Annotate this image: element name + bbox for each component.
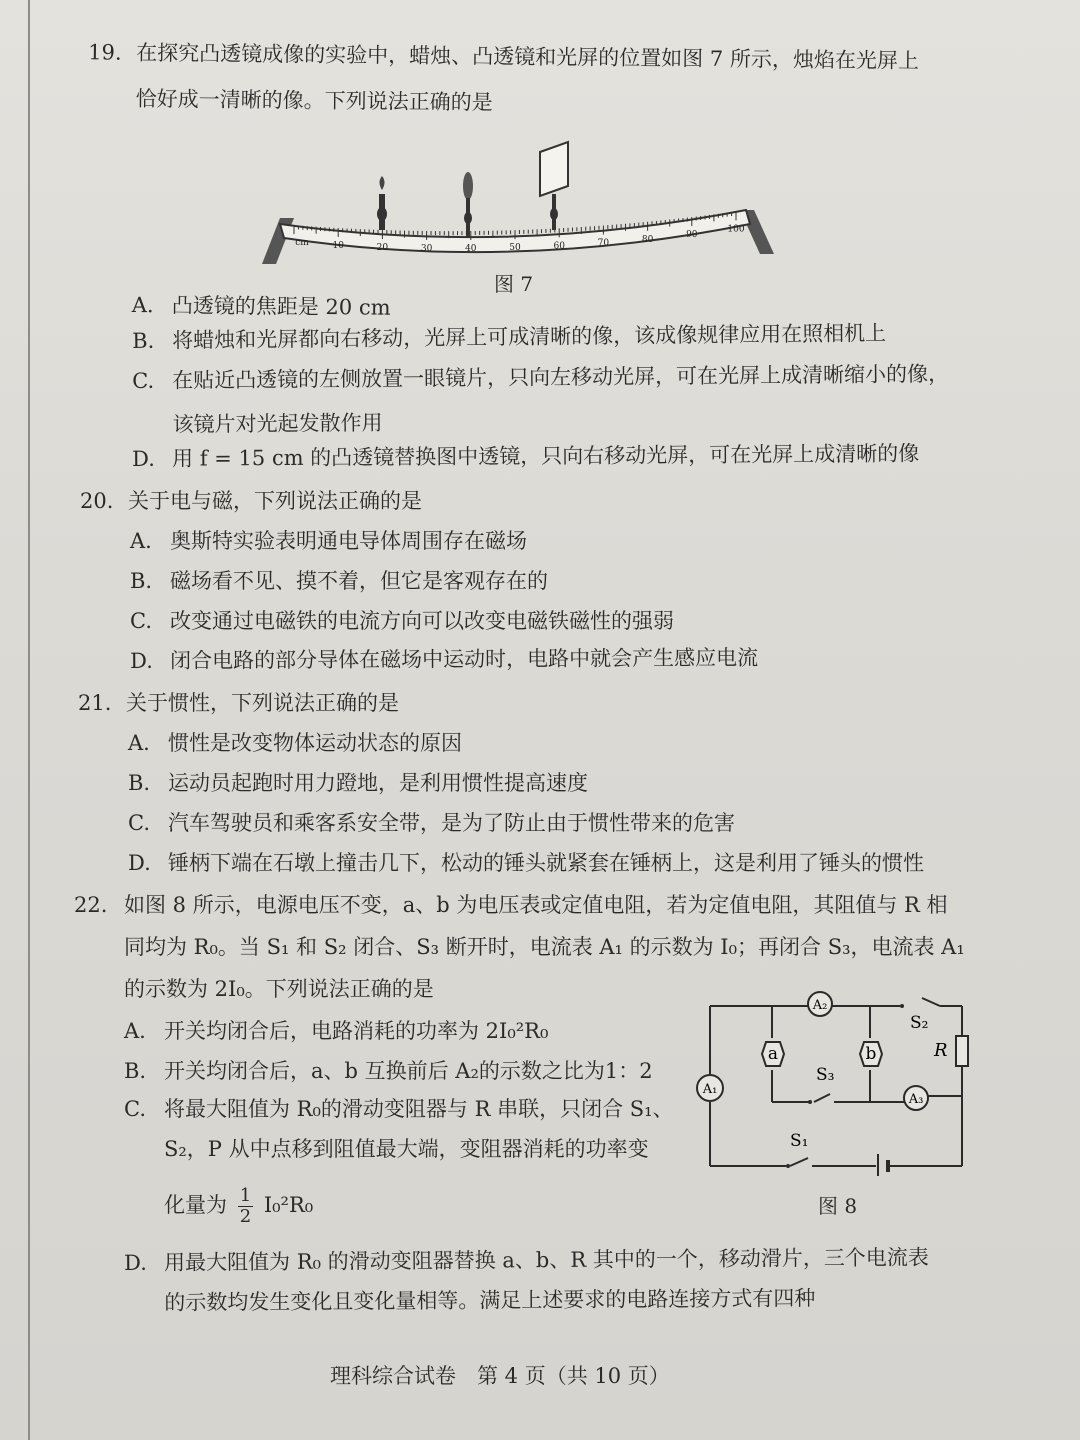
option-text: 锤柄下端在石墩上撞击几下，松动的锤头就紧套在锤柄上，这是利用了锤头的惯性 <box>168 851 924 875</box>
option-letter: B. <box>124 1059 147 1083</box>
option-text: 将最大阻值为 R₀的滑动变阻器与 R 串联，只闭合 S₁、 <box>164 1097 674 1121</box>
option-text: 用最大阻值为 R₀ 的滑动变阻器替换 a、b、R 其中的一个，移动滑片，三个电流表 <box>164 1245 929 1275</box>
option-text-suffix: I₀²R₀ <box>263 1193 314 1217</box>
ruler-tick-label: cm <box>295 238 309 249</box>
question-stem-line2: 同均为 R₀。当 S₁ 和 S₂ 闭合、S₃ 断开时，电流表 A₁ 的示数为 I₀；再闭合 S₃，电流表 A₁ <box>124 935 965 959</box>
option-letter: A. <box>124 1019 146 1043</box>
label-A3: A₃ <box>908 1092 924 1107</box>
option-letter: A. <box>128 731 150 755</box>
ruler-tick-label: 80 <box>641 234 654 245</box>
option-letter: C. <box>124 1097 146 1121</box>
option-text: 奥斯特实验表明通电导体周围存在磁场 <box>170 529 527 553</box>
ruler-tick-label: 40 <box>465 244 477 255</box>
question-stem-line3: 的示数为 2I₀。下列说法正确的是 <box>124 977 434 1001</box>
option-letter: A. <box>131 292 154 318</box>
option-letter: D. <box>130 648 153 673</box>
question-number: 20. <box>80 489 114 513</box>
fraction <box>238 1186 253 1227</box>
option-text: 运动员起跑时用力蹬地，是利用惯性提高速度 <box>168 771 588 795</box>
question-stem: 关于惯性，下列说法正确的是 <box>126 691 399 715</box>
label-S3: S₃ <box>816 1065 835 1085</box>
option-letter: B. <box>130 569 153 593</box>
page-footer: 理科综合试卷 第 4 页（共 10 页） <box>330 1364 670 1388</box>
figure-7-caption: 图 7 <box>494 272 534 296</box>
ruler-tick-label: 50 <box>509 243 521 254</box>
option-text: 凸透镜的焦距是 20 cm <box>171 293 391 320</box>
label-A1: A₁ <box>702 1082 718 1097</box>
ruler-tick-label: 90 <box>686 230 698 241</box>
circuit-diagram <box>690 986 980 1176</box>
ruler-tick-label: 60 <box>553 241 565 252</box>
label-S1: S₁ <box>790 1131 809 1151</box>
question-stem-line1: 如图 8 所示，电源电压不变，a、b 为电压表或定值电阻，若为定值电阻，其阻值与 R 相 <box>124 893 948 917</box>
option-text: 闭合电路的部分导体在磁场中运动时，电路中就会产生感应电流 <box>170 645 759 673</box>
ruler-tick-label: 10 <box>332 241 344 252</box>
ruler-tick-label: 30 <box>420 243 433 254</box>
option-text: 开关均闭合后，电路消耗的功率为 2I₀²R₀ <box>164 1019 549 1043</box>
ruler-tick-label: 20 <box>376 242 389 253</box>
optical-bench-figure <box>250 138 780 278</box>
fraction-numerator: 1 <box>239 1185 252 1206</box>
option-text: 在贴近凸透镜的左侧放置一眼镜片，只向左移动光屏，可在光屏上成清晰缩小的像， <box>172 361 950 393</box>
question-stem: 关于电与磁，下列说法正确的是 <box>128 489 422 513</box>
ruler-tick-label: 70 <box>597 238 610 249</box>
option-letter: C. <box>128 811 150 835</box>
light-screen <box>540 142 568 230</box>
question-19 <box>88 37 989 116</box>
option-text: 惯性是改变物体运动状态的原因 <box>168 731 462 755</box>
question-number: 22. <box>74 893 108 917</box>
ruler-tick-label: 100 <box>727 224 745 235</box>
option-letter: D. <box>124 1250 147 1275</box>
convex-lens <box>463 172 473 238</box>
fraction-denominator: 2 <box>239 1206 252 1227</box>
option-letter: D. <box>128 851 151 875</box>
option-text-line2: 的示数均发生变化且变化量相等。满足上述要求的电路连接方式有四种 <box>164 1286 816 1315</box>
option-text-line2: S₂，P 从中点移到阻值最大端，变阻器消耗的功率变 <box>164 1137 649 1161</box>
label-R: R <box>934 1040 948 1061</box>
option-text: 用 f = 15 cm 的凸透镜替换图中透镜，只向右移动光屏，可在光屏上成清晰的像 <box>172 441 920 471</box>
option-letter: C. <box>132 368 155 393</box>
option-letter: A. <box>130 529 152 553</box>
option-text: 开关均闭合后，a、b 互换前后 A₂的示数之比为1：2 <box>164 1059 653 1083</box>
candle <box>377 176 387 230</box>
option-letter: B. <box>128 771 151 795</box>
question-number: 19. <box>88 40 122 65</box>
label-a: a <box>767 1044 779 1064</box>
option-text-prefix: 化量为 <box>164 1193 227 1217</box>
question-number: 21. <box>78 691 112 715</box>
label-b: b <box>865 1044 877 1064</box>
figure-8-caption: 图 8 <box>818 1194 858 1218</box>
option-text: 汽车驾驶员和乘客系安全带，是为了防止由于惯性带来的危害 <box>168 811 735 835</box>
option-text: 磁场看不见、摸不着，但它是客观存在的 <box>170 569 548 593</box>
option-text-line3 <box>164 1186 313 1227</box>
option-letter: B. <box>132 328 155 353</box>
resistor-R <box>956 1036 968 1066</box>
binding-margin-line <box>28 0 30 1440</box>
option-text: 将蜡烛和光屏都向右移动，光屏上可成清晰的像，该成像规律应用在照相机上 <box>172 321 887 353</box>
question-stem-line1: 在探究凸透镜成像的实验中，蜡烛、凸透镜和光屏的位置如图 7 所示，烛焰在光屏上 <box>136 40 920 73</box>
option-letter: C. <box>130 609 152 633</box>
option-text-line2: 该镜片对光起发散作用 <box>172 410 383 437</box>
option-letter: D. <box>132 446 155 471</box>
label-A2: A₂ <box>812 998 828 1013</box>
label-S2: S₂ <box>910 1013 929 1033</box>
question-stem-line2: 恰好成一清晰的像。下列说法正确的是 <box>135 86 493 115</box>
option-text: 改变通过电磁铁的电流方向可以改变电磁铁磁性的强弱 <box>170 609 674 633</box>
battery-symbol <box>878 1154 888 1176</box>
